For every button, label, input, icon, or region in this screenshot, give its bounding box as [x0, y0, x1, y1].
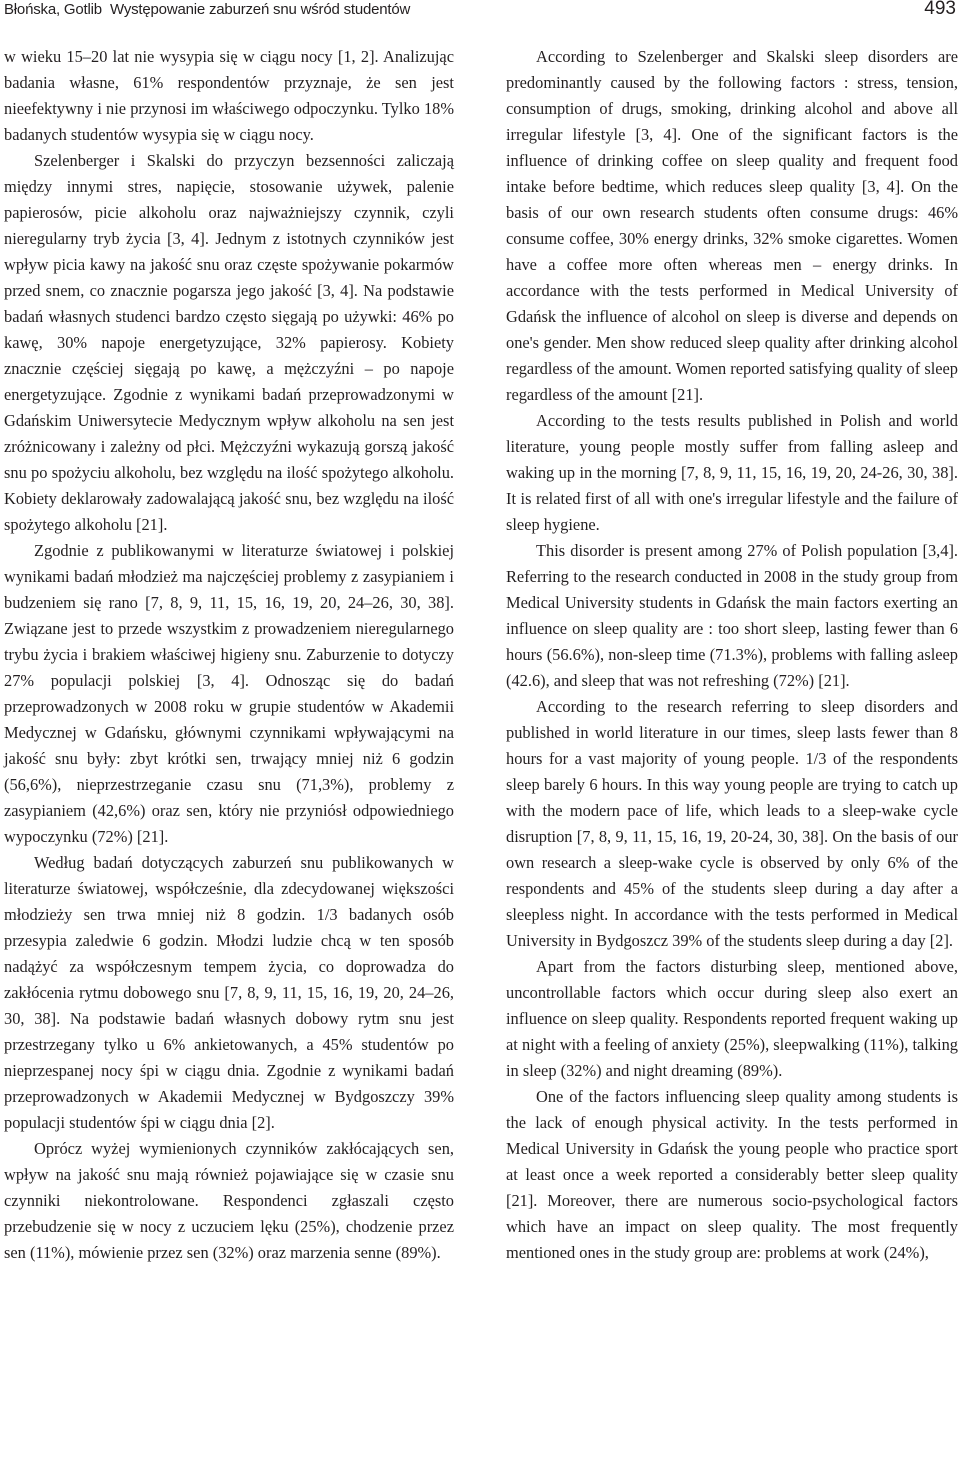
- header-running-title: Występowanie zaburzeń snu wśród studentów: [110, 1, 411, 18]
- left-paragraph-1: w wieku 15–20 lat nie wysypia się w ciągu nocy [1, 2]. Analizując badania własne, 61% respondentów przyznaje, że sen jest nieefektywny i nie przynosi im właściwego odpoczynku. Tylko 18% badanych studentów wysypia się w ciągu nocy.: [4, 47, 454, 144]
- right-paragraph-3: This disorder is present among 27% of Polish population [3,4]. Referring to the research conducted in 2008 in the study group from Medical University students in Gdańsk the main factors exerting an influence on sleep quality are : too short sleep, lasting fewer than 6 hours (56.6%), non-sleep time (71.3%), problems with falling asleep (42.6), and sleep that was not refreshing (72%) [21].: [506, 541, 958, 690]
- left-paragraph-2: Szelenberger i Skalski do przyczyn bezsenności zaliczają między innymi stres, napięcie, stosowanie używek, palenie papierosów, picie alkoholu oraz najważniejszy czynnik, czyli nieregularny tryb życia [3, 4]. Jednym z istotnych czynników jest wpływ picia kawy na jakość snu oraz częste spożywanie pokarmów przed snem, co znacznie pogarsza jego jakość [3, 4]. Na podstawie badań własnych studenci bardzo często sięgają po używki: 46% po kawę, 30% napoje energetyzujące, 32% papierosy. Kobiety znacznie częściej sięgają po kawę, a mężczyźni – po napoje energetyzujące. Zgodnie z wynikami badań przeprowadzonymi w Gdańskim Uniwersytecie Medycznym wpływ alkoholu na sen jest zróżnicowany i zależny od płci. Mężczyźni wykazują gorszą jakość snu po spożyciu alkoholu, bez względu na ilość spożytego alkoholu. Kobiety deklarowały zadowalającą jakość snu, bez względu na ilość spożytego alkoholu [21].: [4, 151, 454, 534]
- left-paragraph-4: Według badań dotyczących zaburzeń snu publikowanych w literaturze światowej, współcześnie, dla zdecydowanej większości młodzieży sen trwa mniej niż 8 godzin. 1/3 badanych osób przesypia zaledwie 6 godzin. Młodzi ludzie chcą w ten sposób nadążyć za współczesnym tempem życia, co doprowadza do zakłócenia rytmu dobowego snu [7, 8, 9, 11, 15, 16, 19, 20, 24–26, 30, 38]. Na podstawie badań własnych dobowy rytm snu jest przestrzegany tylko u 6% ankietowanych, a 45% studentów po nieprzespanej nocy śpi w ciągu dnia. Zgodnie z wynikami badań przeprowadzonych w Akademii Medycznej w Bydgoszczy 39% populacji studentów śpi w ciągu dnia [2].: [4, 853, 454, 1132]
- right-paragraph-4: According to the research referring to sleep disorders and published in world literature in our times, sleep lasts fewer than 8 hours for a vast majority of young people. 1/3 of the respondents sleep barely 6 hours. In this way young people are trying to catch up with the modern pace of life, which leads to a sleep-wake cycle disruption [7, 8, 9, 11, 15, 16, 19, 20-24, 30, 38]. On the basis of our own research a sleep-wake cycle is observed by only 6% of the respondents and 45% of the students sleep during a day after a sleepless night. In accordance with the tests performed in Medical University in Bydgoszcz 39% of the students sleep during a day [2].: [506, 697, 958, 950]
- left-column: [4, 44, 454, 1266]
- page-number: 493: [924, 0, 956, 19]
- right-paragraph-6: One of the factors influencing sleep quality among students is the lack of enough physical activity. In the tests performed in Medical University in Gdańsk the young people who practice sport at least once a week reported a considerably better sleep quality [21]. Moreover, there are numerous socio-psychological factors which have an impact on sleep quality. The most frequently mentioned ones in the study group are: problems at work (24%),: [506, 1087, 958, 1262]
- right-column: [506, 44, 958, 1266]
- right-paragraph-1: According to Szelenberger and Skalski sleep disorders are predominantly caused by the following factors : stress, tension, consumption of drugs, smoking, drinking alcohol and above all irregular lifestyle [3, 4]. One of the significant factors is the influence of drinking coffee on sleep quality and frequent food intake before bedtime, which reduces sleep quality [3, 4]. On the basis of our own research students often consume drugs: 46% consume coffee, 30% energy drinks, 32% smoke cigarettes. Women have a coffee more often whereas men – energy drinks. In accordance with the tests performed in Medical University of Gdańsk the influence of alcohol on sleep is diverse and depends on one's gender. Men show reduced sleep quality after drinking alcohol regardless of the amount. Women reported satisfying quality of sleep regardless of the amount [21].: [506, 47, 958, 404]
- page-header: [0, 0, 960, 26]
- header-authors: Błońska, Gotlib: [4, 1, 102, 18]
- right-paragraph-5: Apart from the factors disturbing sleep, mentioned above, uncontrollable factors which occur during sleep also exert an influence on sleep quality. Respondents reported frequent waking up at night with a feeling of anxiety (25%), sleepwalking (11%), talking in sleep (32%) and night dreaming (89%).: [506, 957, 958, 1080]
- left-paragraph-3: Zgodnie z publikowanymi w literaturze światowej i polskiej wynikami badań młodzież ma najczęściej problemy z zasypianiem i budzeniem się rano [7, 8, 9, 11, 15, 16, 19, 20, 24–26, 30, 38]. Związane jest to przede wszystkim z prowadzeniem nieregularnego trybu życia i brakiem właściwej higieny snu. Zaburzenie to dotyczy 27% populacji polskiej [3, 4]. Odnosząc się do badań przeprowadzonych w 2008 roku w grupie studentów w Akademii Medycznej w Gdańsku, głównymi czynnikami wpływającymi na jakość snu były: zbyt krótki sen, trwający mniej niż 6 godzin (56,6%), nieprzestrzeganie czasu snu (71,3%), problemy z zasypianiem (42,6%) oraz sen, który nie przyniósł odpowiedniego wypoczynku (72%) [21].: [4, 541, 454, 846]
- left-paragraph-5: Oprócz wyżej wymienionych czynników zakłócających sen, wpływ na jakość snu mają również pojawiające się w czasie snu czynniki niekontrolowane. Respondenci zgłaszali często przebudzenie się w nocy z uczuciem lęku (25%), chodzenie przez sen (11%), mówienie przez sen (32%) oraz marzenia senne (89%).: [4, 1139, 454, 1262]
- right-paragraph-2: According to the tests results published in Polish and world literature, young people mostly suffer from falling asleep and waking up in the morning [7, 8, 9, 11, 15, 16, 19, 20, 24-26, 30, 38]. It is related first of all with one's irregular lifestyle and the failure of sleep hygiene.: [506, 411, 958, 534]
